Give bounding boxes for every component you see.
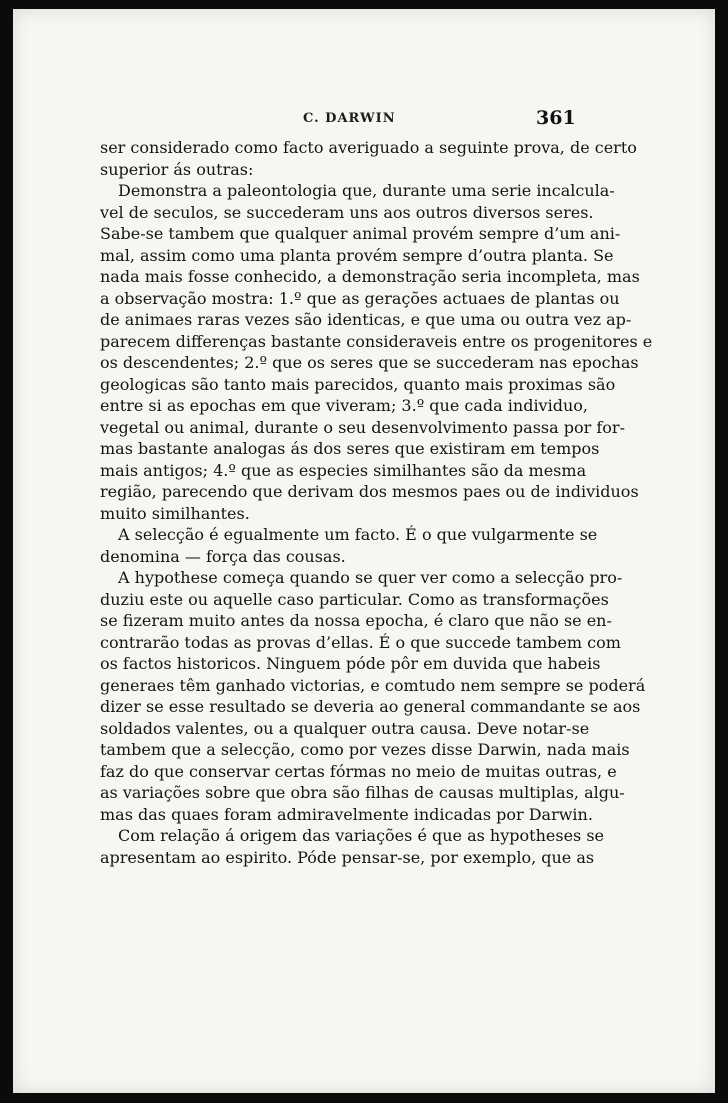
- text-line: mal, assim como uma planta provém sempre d’outra planta. Se: [100, 245, 614, 265]
- text-line: de animaes raras vezes são identicas, e que uma ou outra vez ap-: [100, 310, 632, 329]
- running-head: C. DARWIN: [303, 111, 396, 126]
- text-line: vegetal ou animal, durante o seu desenvolvimento passa por for-: [100, 417, 625, 437]
- text-line: faz do que conservar certas fórmas no meio de muitas outras, e: [100, 761, 617, 781]
- text-line: ser considerado como facto averiguado a seguinte prova, de certo: [100, 138, 637, 157]
- text-line: superior ás outras:: [100, 159, 254, 179]
- text-line: os descendentes; 2.º que os seres que se succederam nas epochas: [100, 353, 639, 372]
- text-line: mas bastante analogas ás dos seres que existiram em tempos: [100, 439, 600, 458]
- text-line: generaes têm ganhado victorias, e comtudo nem sempre se poderá: [100, 675, 646, 695]
- page-header: [13, 105, 715, 133]
- text-line: parecem differenças bastante consideraveis entre os progenitores e: [100, 331, 653, 351]
- text-line: mais antigos; 4.º que as especies similhantes são da mesma: [100, 460, 587, 480]
- text-line: A hypothese começa quando se quer ver como a selecção pro-: [118, 568, 623, 587]
- text-line: vel de seculos, se succederam uns aos outros diversos seres.: [100, 202, 594, 222]
- text-line: Demonstra a paleontologia que, durante uma serie incalcula-: [118, 181, 615, 200]
- body-text: [100, 137, 653, 868]
- book-page: [13, 9, 715, 1093]
- text-line: se fizeram muito antes da nossa epocha, é claro que não se en-: [100, 611, 612, 630]
- text-line: duziu este ou aquelle caso particular. Como as transformações: [100, 589, 609, 609]
- text-line: a observação mostra: 1.º que as gerações actuaes de plantas ou: [100, 288, 620, 308]
- text-line: dizer se esse resultado se deveria ao general commandante se aos: [100, 697, 641, 716]
- text-line: Sabe-se tambem que qualquer animal provém sempre d’um ani-: [100, 224, 621, 243]
- text-line: os factos historicos. Ninguem póde pôr em duvida que habeis: [100, 654, 601, 673]
- text-line: apresentam ao espirito. Póde pensar-se, por exemplo, que as: [100, 847, 595, 867]
- text-line: região, parecendo que derivam dos mesmos paes ou de individuos: [100, 482, 639, 501]
- text-line: contrarão todas as provas d’ellas. É o que succede tambem com: [100, 632, 621, 652]
- text-line: as variações sobre que obra são filhas de causas multiplas, algu-: [100, 783, 625, 802]
- text-line: geologicas são tanto mais parecidos, quanto mais proximas são: [100, 374, 616, 394]
- text-line: entre si as epochas em que viveram; 3.º que cada individuo,: [100, 396, 588, 415]
- text-line: nada mais fosse conhecido, a demonstração seria incompleta, mas: [100, 267, 640, 286]
- text-line: soldados valentes, ou a qualquer outra causa. Deve notar-se: [100, 718, 590, 738]
- text-line: mas das quaes foram admiravelmente indicadas por Darwin.: [100, 804, 593, 824]
- text-line: tambem que a selecção, como por vezes disse Darwin, nada mais: [100, 740, 630, 759]
- text-line: Com relação á origem das variações é que as hypotheses se: [118, 826, 605, 845]
- text-line: A selecção é egualmente um facto. É o que vulgarmente se: [118, 525, 598, 544]
- page-number: 361: [536, 107, 576, 129]
- text-line: muito similhantes.: [100, 503, 250, 523]
- text-line: denomina — força das cousas.: [100, 546, 346, 566]
